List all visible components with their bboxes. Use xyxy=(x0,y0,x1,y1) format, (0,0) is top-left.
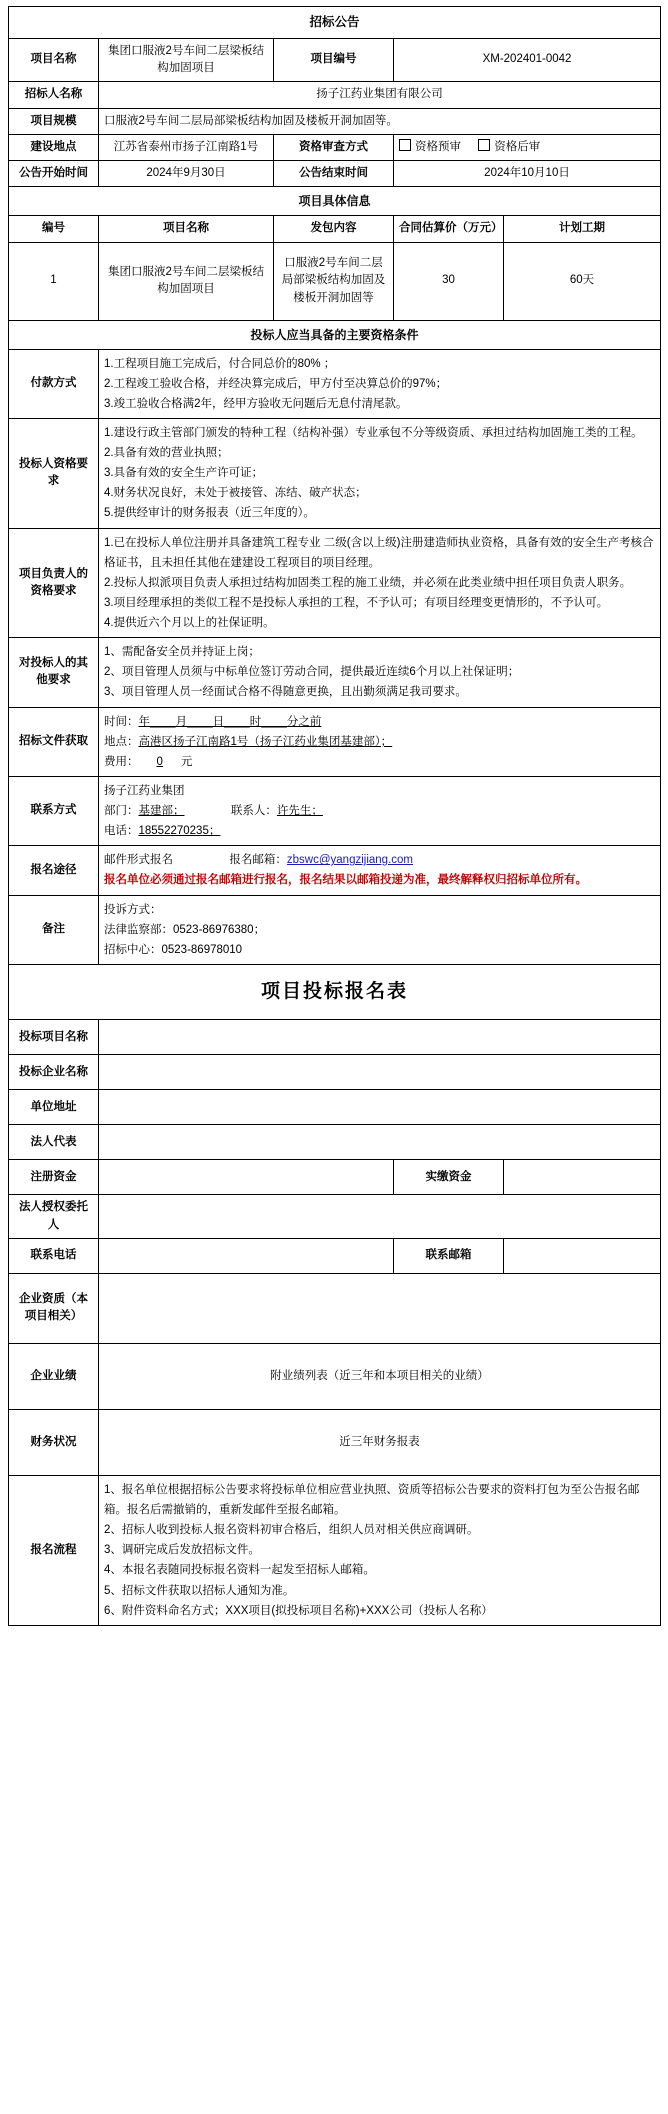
remark-item: 投诉方式： xyxy=(104,903,162,916)
remark-content xyxy=(99,895,661,964)
payment-item: 1.工程项目施工完成后，付合同总价的80% ； xyxy=(104,357,336,370)
bidder-requirement-item: 5.提供经审计的财务报表（近三年度的）。 xyxy=(104,507,315,520)
review-method-options xyxy=(394,134,661,160)
form-paid-capital-label: 实缴资金 xyxy=(394,1160,504,1195)
row-price: 30 xyxy=(394,242,504,320)
project-name-value: 集团口服液2号车间二层梁板结构加固项目 xyxy=(99,38,274,82)
row-name: 集团口服液2号车间二层梁板结构加固项目 xyxy=(99,242,274,320)
project-info-section-row xyxy=(9,187,661,216)
project-code-value: XM-202401-0042 xyxy=(394,38,661,82)
contact-dept-line xyxy=(104,801,655,821)
docs-content xyxy=(99,707,661,776)
docs-time-prefix: 时间： xyxy=(104,715,139,728)
col-name: 项目名称 xyxy=(99,216,274,242)
form-row-finance xyxy=(9,1409,661,1475)
docs-time-blank: 年____月____日____时____分之前 xyxy=(138,715,322,728)
apply-label: 报名途径 xyxy=(9,846,99,895)
other-requirement-row xyxy=(9,638,661,707)
form-address-label: 单位地址 xyxy=(9,1090,99,1125)
scale-row xyxy=(9,108,661,134)
form-email-label: 联系邮箱 xyxy=(394,1238,504,1273)
process-item: 1、报名单位根据招标公告要求将投标单位相应营业执照、资质等招标公告要求的资料打包为至公告报名邮箱。报名后需撤销的，重新发邮件至报名邮箱。 xyxy=(104,1483,640,1516)
form-project-name-input[interactable] xyxy=(99,1020,661,1055)
docs-label: 招标文件获取 xyxy=(9,707,99,776)
payment-items xyxy=(99,349,661,418)
remark-item: 招标中心：0523-86978010 xyxy=(104,943,243,956)
pm-requirement-row xyxy=(9,528,661,638)
form-row-project-name xyxy=(9,1020,661,1055)
start-time-label: 公告开始时间 xyxy=(9,161,99,187)
col-content: 发包内容 xyxy=(274,216,394,242)
col-no: 编号 xyxy=(9,216,99,242)
announcement-title-row xyxy=(9,7,661,39)
form-finance-label: 财务状况 xyxy=(9,1409,99,1475)
form-legal-rep-label: 法人代表 xyxy=(9,1125,99,1160)
contact-company: 扬子江药业集团 xyxy=(104,784,185,797)
form-address-input[interactable] xyxy=(99,1090,661,1125)
payment-item: 2.工程竣工验收合格，并经决算完成后，甲方付至决算总价的97%； xyxy=(104,377,448,390)
review-post-label: 资格后审 xyxy=(494,140,541,153)
row-content: 口服液2号车间二层局部梁板结构加固及楼板开洞加固等 xyxy=(274,242,394,320)
form-row-address xyxy=(9,1090,661,1125)
pm-requirement-item: 3.项目经理承担的类似工程不是投标人承担的工程，不予认可；有项目经理变更情形的，不予认可。 xyxy=(104,596,609,609)
bidder-requirement-row xyxy=(9,418,661,528)
bidder-row xyxy=(9,82,661,108)
review-pre-option[interactable] xyxy=(399,139,461,156)
form-row-legal-rep xyxy=(9,1125,661,1160)
other-requirement-item: 3、项目管理人员一经面试合格不得随意更换，且出勤须满足我司要求。 xyxy=(104,686,467,699)
checkbox-icon[interactable] xyxy=(399,139,411,151)
form-legal-rep-input[interactable] xyxy=(99,1125,661,1160)
docs-place-line xyxy=(104,732,655,752)
col-duration: 计划工期 xyxy=(504,216,661,242)
payment-item: 3.竣工验收合格满2年，经甲方验收无问题后无息付清尾款。 xyxy=(104,397,408,410)
contact-dept-label: 部门： xyxy=(104,805,139,817)
form-authorized-label: 法人授权委托人 xyxy=(9,1195,99,1239)
row-no: 1 xyxy=(9,242,99,320)
form-row-performance xyxy=(9,1343,661,1409)
review-pre-label: 资格预审 xyxy=(415,140,461,153)
form-finance-value: 近三年财务报表 xyxy=(99,1409,661,1475)
form-row-authorized xyxy=(9,1195,661,1239)
project-code-label: 项目编号 xyxy=(274,38,394,82)
remark-item: 法律监察部：0523-86976380； xyxy=(104,923,266,936)
col-price: 合同估算价（万元） xyxy=(394,216,504,242)
docs-row xyxy=(9,707,661,776)
scale-label: 项目规模 xyxy=(9,108,99,134)
qualification-section-row xyxy=(9,320,661,349)
form-row-cert xyxy=(9,1273,661,1343)
project-info-section-title: 项目具体信息 xyxy=(9,187,661,216)
process-item: 4、本报名表随同投标报名资料一起发至招标人邮箱。 xyxy=(104,1564,375,1577)
apply-mailbox-label: 报名邮箱： xyxy=(229,854,287,867)
bidder-requirement-item: 1.建设行政主管部门颁发的特种工程（结构补强）专业承包不分等级资质、承担过结构加固施工类的工程。 xyxy=(104,426,643,439)
bidder-requirement-item: 3.具备有效的安全生产许可证； xyxy=(104,467,264,480)
contact-row xyxy=(9,776,661,845)
form-row-contact xyxy=(9,1238,661,1273)
form-cert-label: 企业资质（本项目相关） xyxy=(9,1273,99,1343)
checkbox-icon[interactable] xyxy=(478,139,490,151)
form-authorized-input[interactable] xyxy=(99,1195,661,1239)
scale-value: 口服液2号车间二层局部梁板结构加固及楼板开洞加固等。 xyxy=(99,108,661,134)
form-cert-input[interactable] xyxy=(99,1273,661,1343)
other-requirement-label: 对投标人的其他要求 xyxy=(9,638,99,707)
payment-label: 付款方式 xyxy=(9,349,99,418)
docs-fee-value: 0 xyxy=(156,755,163,768)
bidder-label: 招标人名称 xyxy=(9,82,99,108)
apply-content xyxy=(99,846,661,895)
pm-requirement-items xyxy=(99,528,661,638)
contact-phone-line xyxy=(104,821,655,841)
form-row-process xyxy=(9,1475,661,1625)
review-post-option[interactable] xyxy=(478,139,540,156)
project-name-row xyxy=(9,38,661,82)
project-table-header xyxy=(9,216,661,242)
pm-requirement-item: 4.提供近六个月以上的社保证明。 xyxy=(104,617,275,629)
row-duration: 60天 xyxy=(504,242,661,320)
process-item: 3、调研完成后发放招标文件。 xyxy=(104,1544,260,1557)
form-reg-capital-label: 注册资金 xyxy=(9,1160,99,1195)
announcement-title: 招标公告 xyxy=(9,7,661,39)
payment-row xyxy=(9,349,661,418)
bidder-value: 扬子江药业集团有限公司 xyxy=(99,82,661,108)
apply-mailbox-value[interactable]: zbswc@yangzijiang.com xyxy=(286,854,413,867)
start-time-value: 2024年9月30日 xyxy=(99,161,274,187)
table-row xyxy=(9,242,661,320)
docs-fee-line xyxy=(104,752,655,772)
site-row xyxy=(9,134,661,160)
form-paid-capital-input[interactable] xyxy=(504,1160,661,1195)
other-requirement-item: 2、项目管理人员须与中标单位签订劳动合同，提供最近连续6个月以上社保证明； xyxy=(104,666,520,679)
docs-fee-prefix: 费用： xyxy=(104,755,139,768)
apply-mail-line xyxy=(104,850,655,870)
site-label: 建设地点 xyxy=(9,134,99,160)
docs-fee-unit: 元 xyxy=(180,755,193,768)
other-requirement-item: 1、需配备安全员并持证上岗； xyxy=(104,646,260,659)
contact-dept-value: 基建部； xyxy=(138,805,185,817)
form-company-name-label: 投标企业名称 xyxy=(9,1055,99,1090)
contact-person-label: 联系人： xyxy=(230,805,277,817)
form-performance-value: 附业绩列表（近三年和本项目相关的业绩） xyxy=(99,1343,661,1409)
form-process-label: 报名流程 xyxy=(9,1475,99,1625)
form-email-input[interactable] xyxy=(504,1238,661,1273)
project-name-label: 项目名称 xyxy=(9,38,99,82)
form-phone-input[interactable] xyxy=(99,1238,394,1273)
time-row xyxy=(9,161,661,187)
process-item: 5、招标文件获取以招标人通知为准。 xyxy=(104,1584,295,1597)
contact-phone-value: 18552270235； xyxy=(138,825,221,838)
apply-row xyxy=(9,846,661,895)
other-requirement-items xyxy=(99,638,661,707)
bidder-requirement-item: 2.具备有效的营业执照； xyxy=(104,447,229,459)
apply-mail-label: 邮件形式报名 xyxy=(104,854,173,867)
remark-label: 备注 xyxy=(9,895,99,964)
bidder-requirement-item: 4.财务状况良好，未处于被接管、冻结、破产状态； xyxy=(104,487,367,500)
apply-note: 报名单位必须通过报名邮箱进行报名，报名结果以邮箱投递为准，最终解释权归招标单位所有。 xyxy=(104,874,587,887)
contact-person-value: 许先生； xyxy=(276,805,323,817)
form-title-row xyxy=(9,964,661,1020)
end-time-label: 公告结束时间 xyxy=(274,161,394,187)
announcement-table xyxy=(8,6,661,1626)
remark-row xyxy=(9,895,661,964)
review-method-label: 资格审查方式 xyxy=(274,134,394,160)
form-phone-label: 联系电话 xyxy=(9,1238,99,1273)
docs-place-value: 高港区扬子江南路1号（扬子江药业集团基建部）； xyxy=(138,735,393,748)
contact-content xyxy=(99,776,661,845)
process-item: 6、附件资料命名方式；XXX项目(拟投标项目名称)+XXX公司（投标人名称） xyxy=(104,1604,493,1617)
form-row-company-name xyxy=(9,1055,661,1090)
pm-requirement-label: 项目负责人的资格要求 xyxy=(9,528,99,638)
docs-place-prefix: 地点： xyxy=(104,735,139,748)
site-value: 江苏省泰州市扬子江南路1号 xyxy=(99,134,274,160)
form-project-name-label: 投标项目名称 xyxy=(9,1020,99,1055)
form-performance-label: 企业业绩 xyxy=(9,1343,99,1409)
qualification-section-title: 投标人应当具备的主要资格条件 xyxy=(9,320,661,349)
bidder-requirement-label: 投标人资格要求 xyxy=(9,418,99,528)
end-time-value: 2024年10月10日 xyxy=(394,161,661,187)
bidder-requirement-items xyxy=(99,418,661,528)
form-row-capital xyxy=(9,1160,661,1195)
contact-phone-label: 电话： xyxy=(104,825,139,838)
docs-time-line xyxy=(104,712,655,732)
form-process-items xyxy=(99,1475,661,1625)
form-reg-capital-input[interactable] xyxy=(99,1160,394,1195)
contact-label: 联系方式 xyxy=(9,776,99,845)
form-company-name-input[interactable] xyxy=(99,1055,661,1090)
process-item: 2、招标人收到投标人报名资料初审合格后，组织人员对相关供应商调研。 xyxy=(104,1524,479,1537)
pm-requirement-item: 1.已在投标人单位注册并具备建筑工程专业 二级(含以上级)注册建造师执业资格，具备有效的安全生产考核合格证书，且未担任其他在建建设工程项目的项目经理。 xyxy=(104,536,654,569)
pm-requirement-item: 2.投标人拟派项目负责人承担过结构加固类工程的施工业绩，并必须在此类业绩中担任项目负责人职务。 xyxy=(104,576,632,589)
form-title: 项目投标报名表 xyxy=(9,964,661,1020)
